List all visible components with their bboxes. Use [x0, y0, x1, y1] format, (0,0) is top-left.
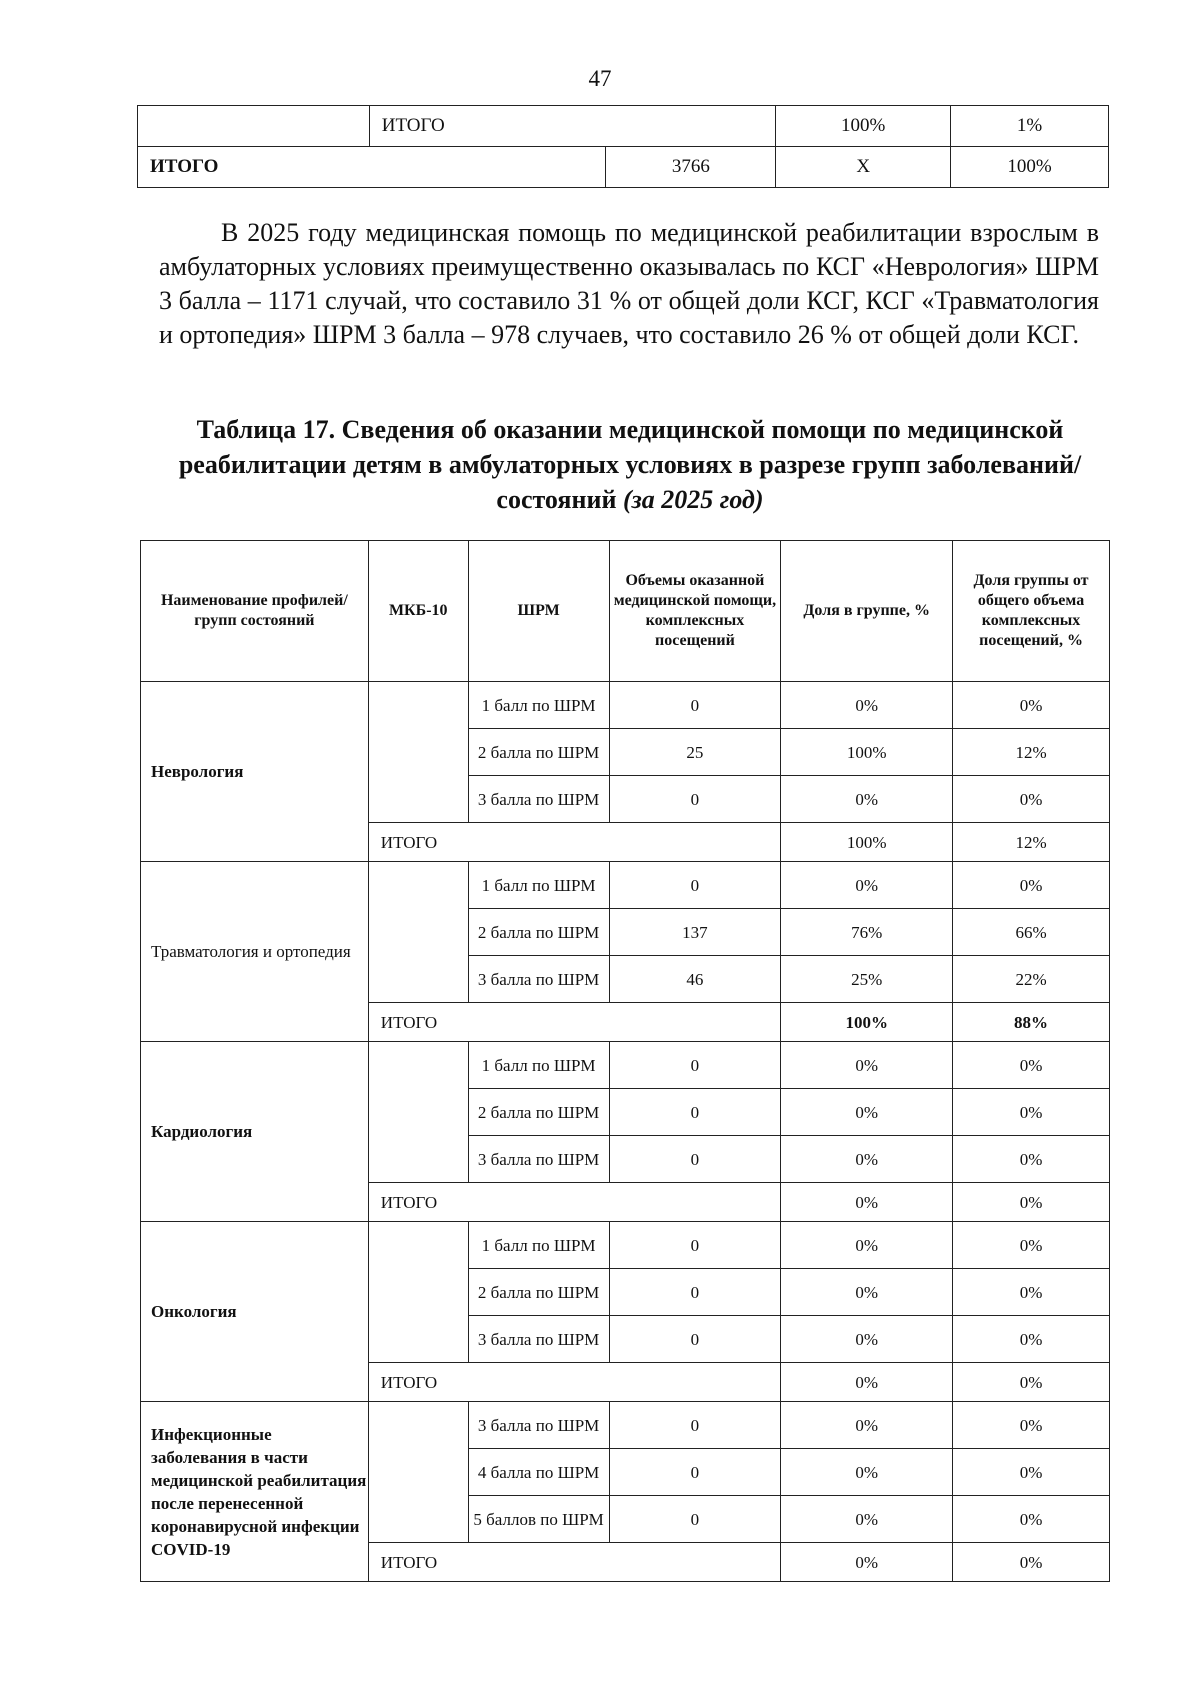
- shrm-cell: 3 балла по ШРМ: [468, 956, 609, 1003]
- icd10-cell: [368, 862, 468, 1003]
- share-in-group-cell: 0%: [781, 1136, 953, 1183]
- itogo-share-in-group: 100%: [781, 823, 953, 862]
- share-of-total-cell: 0%: [953, 776, 1110, 823]
- shrm-cell: 1 балл по ШРМ: [468, 1222, 609, 1269]
- header-row: [141, 541, 1110, 682]
- group-name: Травматология и ортопедия: [141, 862, 369, 1042]
- share-of-total-cell: 0%: [953, 1269, 1110, 1316]
- group-name: Онкология: [141, 1222, 369, 1402]
- shrm-cell: 2 балла по ШРМ: [468, 1269, 609, 1316]
- share-of-total-cell: 0%: [953, 1496, 1110, 1543]
- body-paragraph: В 2025 году медицинская помощь по медицинской реабилитации взрослым в амбулаторных условиях преимущественно оказывалась по КСГ «Неврология» ШРМ 3 балла – 1171 случай, что составило 31 % от общей доли КСГ, КСГ «Травматология и ортопедия» ШРМ 3 балла – 978 случаев, что составило 26 % от общей доли КСГ.: [159, 218, 1099, 349]
- volume-cell: 0: [609, 1222, 781, 1269]
- share-in-group-cell: Х: [776, 147, 951, 188]
- itogo-label: ИТОГО: [368, 1363, 781, 1402]
- share-in-group-cell: 0%: [781, 862, 953, 909]
- shrm-cell: 2 балла по ШРМ: [468, 729, 609, 776]
- itogo-label: ИТОГО: [369, 106, 776, 147]
- table-row: [141, 682, 1110, 729]
- itogo-label: ИТОГО: [368, 1003, 781, 1042]
- share-in-group-cell: 100%: [781, 729, 953, 776]
- volume-cell: 0: [609, 1042, 781, 1089]
- share-of-total-cell: 100%: [951, 147, 1109, 188]
- volume-cell: 0: [609, 1449, 781, 1496]
- share-in-group-cell: 25%: [781, 956, 953, 1003]
- share-of-total-cell: 0%: [953, 1042, 1110, 1089]
- share-of-total-cell: 0%: [953, 862, 1110, 909]
- shrm-cell: 2 балла по ШРМ: [468, 1089, 609, 1136]
- itogo-share-in-group: 0%: [781, 1183, 953, 1222]
- volume-cell: 0: [609, 1089, 781, 1136]
- itogo-share-in-group: 100%: [781, 1003, 953, 1042]
- header-profile: Наименование профилей/групп состояний: [141, 541, 369, 682]
- volume-cell: 3766: [606, 147, 776, 188]
- share-of-total-cell: 0%: [953, 1449, 1110, 1496]
- itogo-label: ИТОГО: [368, 1543, 781, 1582]
- share-of-total-cell: 66%: [953, 909, 1110, 956]
- volume-cell: 25: [609, 729, 781, 776]
- itogo-share-of-total: 0%: [953, 1183, 1110, 1222]
- share-in-group-cell: 0%: [781, 1269, 953, 1316]
- share-of-total-cell: 22%: [953, 956, 1110, 1003]
- table-row: [141, 1222, 1110, 1269]
- share-in-group-cell: 0%: [781, 1089, 953, 1136]
- share-in-group-cell: 0%: [781, 776, 953, 823]
- icd10-cell: [368, 1042, 468, 1183]
- share-in-group-cell: 76%: [781, 909, 953, 956]
- shrm-cell: 4 балла по ШРМ: [468, 1449, 609, 1496]
- itogo-share-in-group: 0%: [781, 1363, 953, 1402]
- itogo-label: ИТОГО: [368, 1183, 781, 1222]
- share-of-total-cell: 12%: [953, 729, 1110, 776]
- icd10-cell: [368, 1222, 468, 1363]
- itogo-share-of-total: 12%: [953, 823, 1110, 862]
- volume-cell: 137: [609, 909, 781, 956]
- table-row: [141, 862, 1110, 909]
- share-of-total-cell: 1%: [951, 106, 1109, 147]
- header-share-in-group: Доля в группе, %: [781, 541, 953, 682]
- volume-cell: 0: [609, 1316, 781, 1363]
- volume-cell: 0: [609, 1136, 781, 1183]
- volume-cell: 0: [609, 1269, 781, 1316]
- volume-cell: 0: [609, 862, 781, 909]
- share-of-total-cell: 0%: [953, 1089, 1110, 1136]
- header-shrm: ШРМ: [468, 541, 609, 682]
- volume-cell: 0: [609, 1496, 781, 1543]
- table-body: [141, 682, 1110, 1582]
- share-of-total-cell: 0%: [953, 1316, 1110, 1363]
- table-row: [141, 1402, 1110, 1449]
- rehab-table: [140, 540, 1110, 1582]
- share-in-group-cell: 100%: [776, 106, 951, 147]
- shrm-cell: 5 баллов по ШРМ: [468, 1496, 609, 1543]
- shrm-cell: 3 балла по ШРМ: [468, 776, 609, 823]
- itogo-share-of-total: 88%: [953, 1003, 1110, 1042]
- share-in-group-cell: 0%: [781, 1496, 953, 1543]
- shrm-cell: 1 балл по ШРМ: [468, 1042, 609, 1089]
- share-in-group-cell: 0%: [781, 1316, 953, 1363]
- itogo-share-of-total: 0%: [953, 1363, 1110, 1402]
- table-title: [150, 412, 1110, 517]
- share-in-group-cell: 0%: [781, 682, 953, 729]
- shrm-cell: 3 балла по ШРМ: [468, 1316, 609, 1363]
- shrm-cell: 1 балл по ШРМ: [468, 862, 609, 909]
- table-row: [138, 147, 1109, 188]
- table-title-main: Таблица 17. Сведения об оказании медицинской помощи по медицинской реабилитации детям в амбулаторных условиях в разрезе групп заболеваний/состояний: [178, 415, 1082, 514]
- share-in-group-cell: 0%: [781, 1222, 953, 1269]
- grand-total-label: ИТОГО: [138, 147, 606, 188]
- shrm-cell: 2 балла по ШРМ: [468, 909, 609, 956]
- share-in-group-cell: 0%: [781, 1042, 953, 1089]
- header-share-of-total: Доля группы от общего объема комплексных посещений, %: [953, 541, 1110, 682]
- volume-cell: 0: [609, 1402, 781, 1449]
- empty-cell: [138, 106, 370, 147]
- share-of-total-cell: 0%: [953, 1136, 1110, 1183]
- volume-cell: 0: [609, 682, 781, 729]
- group-name: Кардиология: [141, 1042, 369, 1222]
- header-volume: Объемы оказанной медицинской помощи, комплексных посещений: [609, 541, 781, 682]
- shrm-cell: 3 балла по ШРМ: [468, 1402, 609, 1449]
- volume-cell: 46: [609, 956, 781, 1003]
- table-row: [138, 106, 1109, 147]
- table-title-period: (за 2025 год): [622, 485, 764, 514]
- icd10-cell: [368, 1402, 468, 1543]
- share-of-total-cell: 0%: [953, 1402, 1110, 1449]
- volume-cell: 0: [609, 776, 781, 823]
- share-in-group-cell: 0%: [781, 1402, 953, 1449]
- header-icd10: МКБ-10: [368, 541, 468, 682]
- shrm-cell: 3 балла по ШРМ: [468, 1136, 609, 1183]
- group-name: Неврология: [141, 682, 369, 862]
- share-of-total-cell: 0%: [953, 682, 1110, 729]
- itogo-label: ИТОГО: [368, 823, 781, 862]
- share-in-group-cell: 0%: [781, 1449, 953, 1496]
- share-of-total-cell: 0%: [953, 1222, 1110, 1269]
- table-row: [141, 1042, 1110, 1089]
- page-number: 47: [588, 66, 612, 91]
- icd10-cell: [368, 682, 468, 823]
- itogo-share-in-group: 0%: [781, 1543, 953, 1582]
- itogo-share-of-total: 0%: [953, 1543, 1110, 1582]
- group-name: Инфекционные заболевания в части медицинской реабилитация после перенесенной коронавирусной инфекции COVID-19: [141, 1402, 369, 1582]
- shrm-cell: 1 балл по ШРМ: [468, 682, 609, 729]
- continuation-table: [137, 105, 1109, 188]
